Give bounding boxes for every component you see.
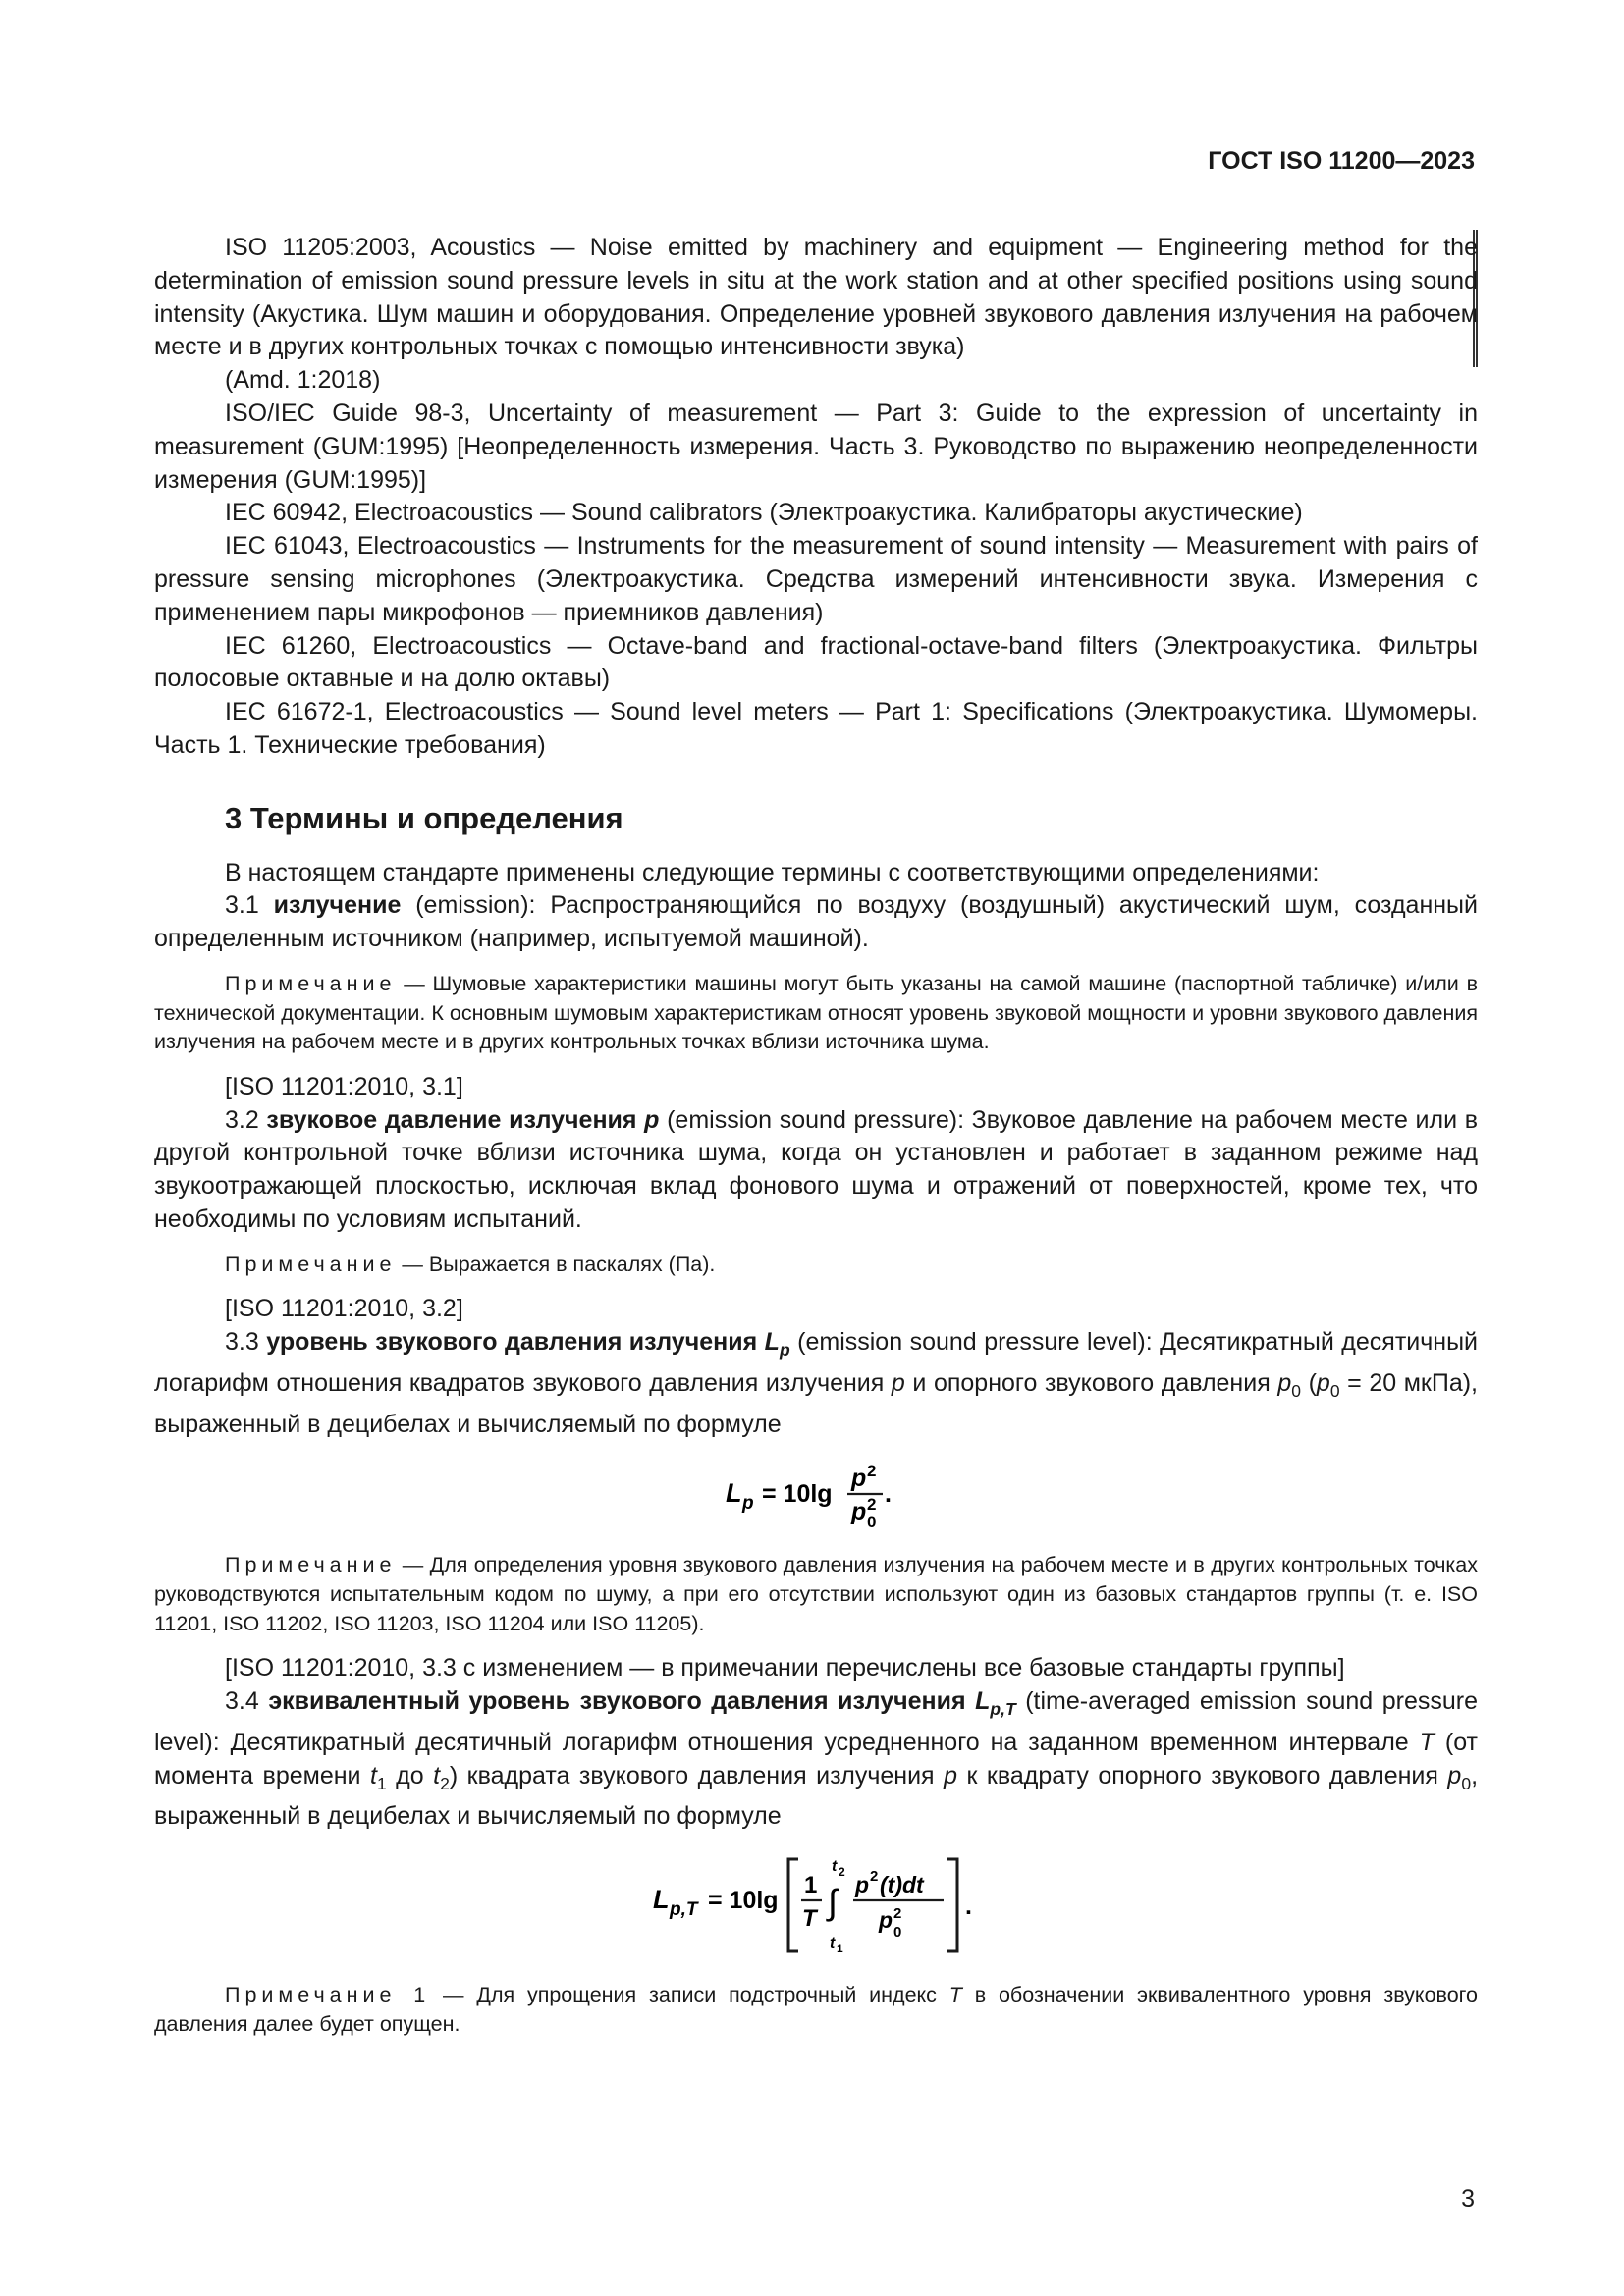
formula-lp-svg: [718, 1461, 914, 1529]
term-definition: (от момента времени: [154, 1728, 1479, 1789]
term-symbol-sub: p,T: [990, 1699, 1016, 1720]
formula-den: p: [851, 1498, 867, 1526]
formula-eq: = 10lg: [708, 1887, 779, 1915]
formula-lhs-sub: p: [742, 1493, 754, 1515]
formula-lhs: L: [653, 1885, 670, 1915]
note-label: Примечание 1: [225, 1983, 431, 2007]
term-number: 3.2: [225, 1105, 259, 1134]
formula-one: 1: [804, 1872, 818, 1899]
note-text: в обозначении эквивалентного уровня звукового давления далее будет опущен.: [154, 1983, 1479, 2036]
symbol-sub: 0: [1329, 1380, 1340, 1401]
term-source: [ISO 11201:2010, 3.2]: [225, 1295, 463, 1323]
formula-num: p: [851, 1465, 867, 1493]
standard-header: ГОСТ ISO 11200—2023: [1208, 147, 1475, 175]
term-symbol: p: [644, 1105, 660, 1134]
symbol-sub: 1: [376, 1773, 387, 1793]
formula-den-sub: 0: [867, 1513, 877, 1530]
note-text: — Для определения уровня звукового давления излучения на рабочем месте и в других контрольных точках руководствуются испытательным кодом по шуму, а при его отсутствии используют один из базовых стандартов группы (т. е. ISO 11201, ISO 11202, ISO 11203, ISO 11204 или ISO 11205).: [154, 1553, 1478, 1635]
formula-lower-sub: 1: [837, 1942, 843, 1956]
bracket-left: [788, 1859, 798, 1951]
term-definition: (emission sound pressure): Звуковое давление на рабочем месте или в другой контрольной точке вблизи источника шума, когда он установлен и работает в заданном режиме над звукоотражающей плоскостью, исключая вклад фонового шума и отражений от поверхностей, кроме тех, что необходимы по условиям испытаний.: [154, 1105, 1478, 1233]
note-text: — Выражается в паскалях (Па).: [396, 1252, 716, 1276]
note: [154, 1251, 1478, 1280]
formula-den-sub: 0: [893, 1924, 902, 1942]
symbol-sub: 0: [1461, 1773, 1472, 1793]
formula-upper-sub: 2: [839, 1865, 845, 1880]
formula-num: p: [855, 1872, 870, 1898]
term-definition: (emission): Распространяющийся по воздуху (воздушный) акустический шум, созданный определенным источником (например, испытуемой машиной).: [154, 891, 1478, 953]
integral-icon: ∫: [828, 1882, 838, 1923]
term-number: 3.1: [225, 891, 259, 920]
term-3-1: [154, 889, 1478, 956]
term-symbol: L: [975, 1687, 991, 1716]
term-number: 3.3: [225, 1328, 259, 1357]
reference-item: (Amd. 1:2018): [225, 366, 381, 395]
term-definition: до: [386, 1761, 434, 1789]
term-name: излучение: [273, 891, 402, 920]
term-symbol-sub: p: [779, 1340, 790, 1361]
symbol-p0: p: [1277, 1368, 1292, 1397]
reference-item: ISO 11205:2003, Acoustics — Noise emitted by machinery and equipment — Engineering method for the determination of emission sound pressure levels in situ at the work station and at other specified positions using sound intensity (Акустика. Шум машин и оборудования. Определение уровней звукового давления излучения на рабочем месте и в других контрольных точках с помощью интенсивности звука): [154, 234, 1478, 361]
formula-lhs: L: [726, 1478, 742, 1509]
reference-item: IEC 61043, Electroacoustics — Instruments for the measurement of sound intensity — Measurement with pairs of pressure sensing microphones (Электроакустика. Средства измерений интенсивности звука. Измерения с применением пары микрофонов — приемников давления): [154, 532, 1478, 626]
formula-den-sup: 2: [867, 1495, 877, 1515]
formula-den-sup: 2: [893, 1905, 902, 1923]
note: [154, 1981, 1478, 2039]
term-source: [ISO 11201:2010, 3.1]: [225, 1072, 463, 1100]
term-definition: к квадрату опорного звукового давления: [956, 1761, 1448, 1789]
symbol-p: p: [891, 1368, 905, 1397]
note-text: — Для упрощения записи подстрочный индекс: [430, 1983, 949, 2007]
formula-num-sup: 2: [867, 1462, 877, 1481]
symbol-sub: 0: [1291, 1380, 1301, 1401]
formula-lp: [154, 1461, 1478, 1529]
formula-end: .: [965, 1893, 972, 1921]
symbol-t2: t: [433, 1761, 441, 1789]
note-label: Примечание: [225, 1553, 397, 1577]
formula-lhs-sub: p,T: [670, 1899, 698, 1921]
formula-lpt-svg: [649, 1849, 983, 1957]
formula-eq: = 10lg: [762, 1480, 833, 1509]
term-source: [ISO 11201:2010, 3.3 с изменением — в примечании перечислены все базовые стандарты группы]: [225, 1654, 1345, 1682]
term-definition: , выраженный в децибелах и вычисляемый по формуле: [154, 1761, 1479, 1831]
symbol-T: T: [948, 1983, 962, 2007]
symbol-p: p: [944, 1761, 957, 1789]
term-name: уровень звукового давления излучения: [266, 1328, 758, 1357]
bracket-right: [947, 1859, 957, 1951]
note-label: Примечание: [225, 1252, 397, 1276]
formula-T: T: [802, 1905, 817, 1933]
reference-item: IEC 61260, Electroacoustics — Octave-band and fractional-octave-band filters (Электроакустика. Фильтры полосовые октавные и на долю октавы): [154, 631, 1478, 693]
term-name: звуковое давление излучения: [266, 1105, 637, 1134]
term-3-4: [154, 1685, 1478, 1834]
reference-item: ISO/IEC Guide 98-3, Uncertainty of measurement — Part 3: Guide to the expression of uncertainty in measurement (GUM:1995) [Неопределенность измерения. Часть 3. Руководство по выражению неопределенности измерения (GUM:1995)]: [154, 399, 1478, 494]
section-intro: В настоящем стандарте применены следующие термины с соответствующими определениями:: [225, 858, 1320, 886]
term-symbol: L: [764, 1328, 780, 1357]
term-definition: = 20 мкПа), выраженный в децибелах и вычисляемый по формуле: [154, 1368, 1478, 1438]
term-definition: (emission sound pressure level): Десятикратный десятичный логарифм отношения квадратов звукового давления излучения: [154, 1328, 1478, 1397]
term-name: эквивалентный уровень звукового давления излучения: [268, 1687, 966, 1716]
formula-num-rest: (t)dt: [880, 1872, 924, 1898]
symbol-t1: t: [370, 1761, 377, 1789]
term-definition: ) квадрата звукового давления излучения: [449, 1761, 945, 1789]
formula-end: .: [885, 1480, 892, 1509]
symbol-sub: 2: [440, 1773, 450, 1793]
term-number: 3.4: [225, 1687, 259, 1716]
note: [154, 970, 1478, 1057]
formula-lower: t: [830, 1935, 836, 1952]
section-title: 3 Термины и определения: [225, 800, 623, 835]
term-definition: (time-averaged emission sound pressure level): Десятикратный десятичный логарифм отношения усредненного на заданном временном интервале: [154, 1687, 1479, 1756]
formula-den: p: [879, 1907, 893, 1934]
symbol-p0: p: [1316, 1368, 1330, 1397]
symbol-T: T: [1419, 1728, 1435, 1756]
formula-num-sup: 2: [870, 1868, 879, 1886]
term-3-3: [154, 1326, 1478, 1441]
reference-item: IEC 60942, Electroacoustics — Sound calibrators (Электроакустика. Калибраторы акустические): [225, 499, 1303, 527]
note-text: — Шумовые характеристики машины могут быть указаны на самой машине (паспортной табличке) и/или в технической документации. К основным шумовым характеристикам относят уровень звуковой мощности и уровни звукового давления излучения на рабочем месте и в других контрольных точках вблизи источника шума.: [154, 971, 1478, 1054]
symbol-p0: p: [1447, 1761, 1462, 1789]
term-3-2: [154, 1104, 1478, 1237]
formula-upper: t: [832, 1858, 838, 1876]
term-definition: и опорного звукового давления: [904, 1368, 1278, 1397]
reference-item: IEC 61672-1, Electroacoustics — Sound level meters — Part 1: Specifications (Электроакустика. Шумомеры. Часть 1. Технические требования): [154, 698, 1478, 759]
note: [154, 1551, 1478, 1638]
note-label: Примечание: [225, 971, 397, 995]
page-number: 3: [1461, 2185, 1475, 2213]
formula-lpt: [154, 1849, 1478, 1957]
term-definition: (: [1300, 1368, 1317, 1397]
document-body: [154, 232, 1478, 2053]
